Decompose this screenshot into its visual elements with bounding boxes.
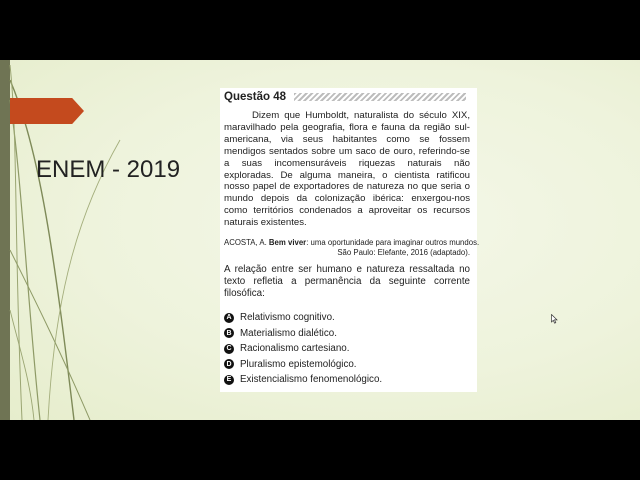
reference-citation (224, 238, 480, 258)
reference-book: Bem viver (268, 238, 307, 247)
option-c (224, 341, 470, 357)
question-header (224, 90, 466, 104)
option-a (224, 310, 470, 326)
option-a-letter-badge: A (224, 313, 234, 323)
question-title: Questão 48 (224, 91, 286, 103)
header-stripe (294, 93, 466, 101)
accent-arrow-shape (10, 98, 84, 124)
option-d-text: Pluralismo epistemológico. (240, 358, 357, 370)
option-d-letter-badge: D (224, 359, 234, 369)
option-a-text: Relativismo cognitivo. (240, 312, 335, 324)
slide-title: ENEM - 2019 (36, 156, 181, 183)
reference-subtitle: : uma oportunidade para imaginar outros mundos. (306, 238, 480, 247)
question-prompt: A relação entre ser humano e natureza ressaltada no texto refletia a permanência da seguinte corrente filosófica: (224, 264, 470, 299)
option-d (224, 357, 470, 373)
mouse-pointer-icon (551, 314, 558, 324)
option-e-text: Existencialismo fenomenológico. (240, 374, 383, 386)
option-e-letter-badge: E (224, 375, 234, 385)
option-e (224, 372, 470, 388)
option-b-text: Materialismo dialético. (240, 327, 337, 339)
question-paragraph: Dizem que Humboldt, naturalista do século XIX, maravilhado pela geografia, flora e fauna da região sul-americana, via seus habitantes como se fossem mendigos sentados sobre um saco de ouro, referindo-se a suas incomensuráveis riquezas naturais não exploradas. De alguma maneira, o cientista ratificou nosso papel de exportadores de natureza no que seria o mundo depois da colonização ibérica: enxergou-nos como territórios condenados a aproveitar os recursos naturais existentes. (224, 110, 470, 229)
reference-line-1 (224, 238, 480, 248)
slide-canvas (0, 60, 640, 420)
reference-author: ACOSTA, A. (224, 238, 269, 247)
question-image (220, 88, 480, 392)
answer-options (224, 310, 470, 388)
option-c-text: Racionalismo cartesiano. (240, 343, 350, 355)
reference-publisher: São Paulo: Elefante, 2016 (adaptado). (337, 248, 470, 257)
option-b (224, 326, 470, 342)
option-b-letter-badge: B (224, 328, 234, 338)
option-c-letter-badge: C (224, 344, 234, 354)
